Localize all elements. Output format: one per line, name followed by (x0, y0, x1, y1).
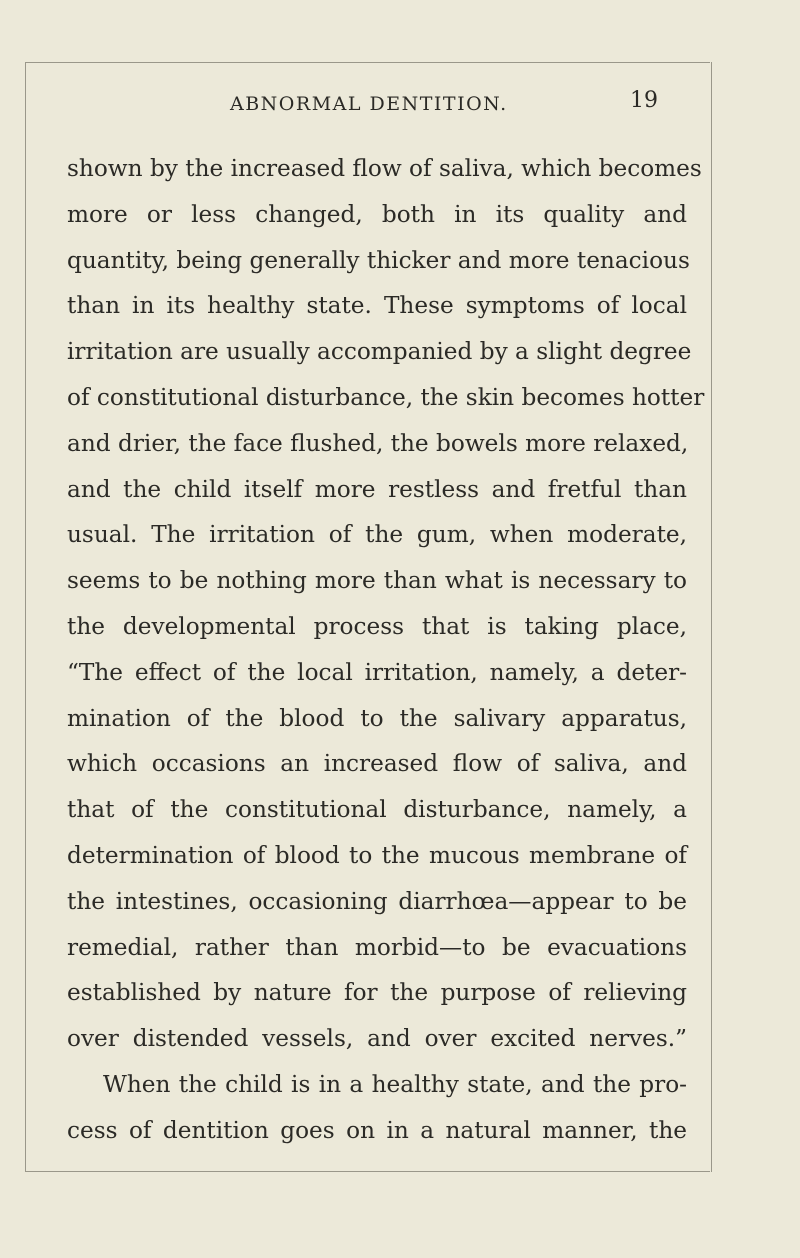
text-line: irritation are usually accompanied by a slight degree (67, 338, 692, 366)
text-line: established by nature for the purpose of relieving (67, 979, 687, 1007)
text-line: remedial, rather than morbid—to be evacuations (67, 933, 687, 961)
text-line: cess of dentition goes on in a natural manner, the (67, 1116, 687, 1144)
text-line: seems to be nothing more than what is necessary to (67, 567, 687, 595)
text-line: quantity, being generally thicker and more tenacious (67, 246, 690, 274)
text-line: mination of the blood to the salivary apparatus, (67, 704, 687, 732)
text-line: which occasions an increased flow of saliva, and (67, 750, 687, 778)
text-line: shown by the increased flow of saliva, which becomes (67, 155, 702, 182)
text-line: the developmental process that is taking place, (67, 612, 687, 640)
running-head: ABNORMAL DENTITION. (230, 93, 508, 115)
text-line: and drier, the face flushed, the bowels more relaxed, (67, 429, 689, 457)
text-line: that of the constitutional disturbance, namely, a (67, 796, 687, 824)
text-line: the intestines, occasioning diarrhœa—appear to be (67, 887, 687, 915)
text-line: determination of blood to the mucous membrane of (67, 841, 687, 869)
text-line: than in its healthy state. These symptoms of local (67, 292, 687, 320)
page-number: 19 (630, 88, 658, 113)
text-line: more or less changed, both in its quality and (67, 200, 687, 228)
top-rule (25, 62, 710, 63)
text-line: over distended vessels, and over excited nerves.” (67, 1025, 687, 1053)
body-text (67, 154, 705, 1162)
text-line: of constitutional disturbance, the skin becomes hotter (67, 383, 705, 411)
text-line: “The effect of the local irritation, namely, a deter- (67, 658, 687, 686)
text-line: and the child itself more restless and fretful than (67, 475, 687, 503)
text-line: usual. The irritation of the gum, when moderate, (67, 521, 687, 549)
bottom-rule (25, 1171, 710, 1172)
text-line: When the child is in a healthy state, and the pro- (103, 1070, 687, 1098)
